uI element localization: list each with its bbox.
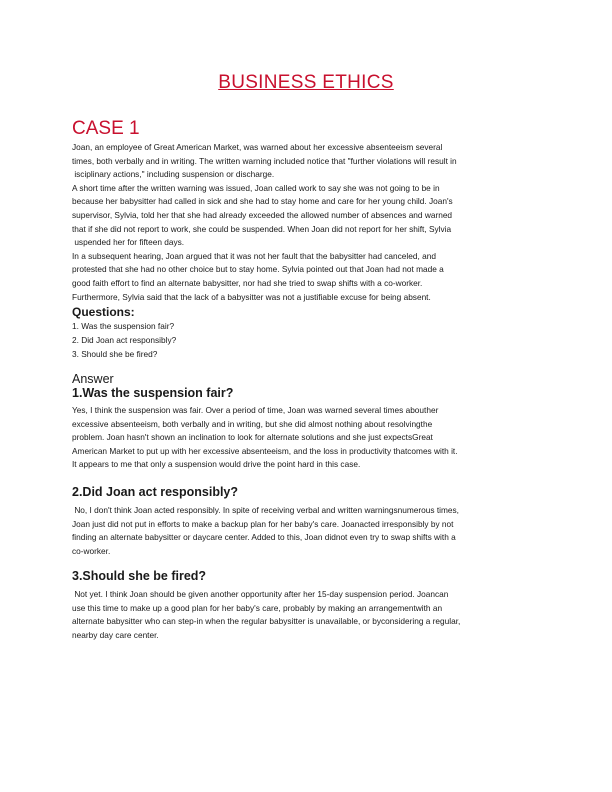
questions-heading: Questions: bbox=[72, 305, 135, 320]
answer-line: alternate babysitter who can step-in when the regular babysitter is unavailable, or byconsidering a regular, bbox=[72, 616, 461, 627]
answer-label: Answer bbox=[72, 372, 114, 386]
question-item: 2. Did Joan act responsibly? bbox=[72, 334, 177, 345]
case-line: protested that she had no other choice but to stay home. Sylvia pointed out that Joan had not made a bbox=[72, 264, 444, 275]
answer-section-2 bbox=[72, 485, 542, 558]
answer-line: Yes, I think the suspension was fair. Over a period of time, Joan was warned several times abouther bbox=[72, 405, 439, 415]
case-line: isciplinary actions," including suspension or discharge. bbox=[72, 169, 275, 180]
document-title: BUSINESS ETHICS bbox=[218, 72, 394, 93]
answer-heading: 3.Should she be fired? bbox=[72, 569, 207, 583]
answer-line: Not yet. I think Joan should be given another opportunity after her 15-day suspension period. Joancan bbox=[72, 589, 449, 599]
case-line: A short time after the written warning was issued, Joan called work to say she was not going to be in bbox=[72, 182, 440, 193]
case-line: Joan, an employee of Great American Market, was warned about her excessive absenteeism several bbox=[72, 142, 443, 152]
answer-line: Joan just did not put in efforts to make a backup plan for her baby's care. Joanacted irresponsibly by not bbox=[72, 518, 454, 529]
case-line: In a subsequent hearing, Joan argued that it was not her fault that the babysitter had canceled, and bbox=[72, 250, 436, 261]
answer-line: No, I don't think Joan acted responsibly. In spite of receiving verbal and written warningsnumerous times, bbox=[72, 505, 459, 515]
case-line: times, both verbally and in writing. The written warning included notice that "further violations will result in bbox=[72, 155, 457, 166]
answer-line: use this time to make up a good plan for her baby's care, probably by making an arrangementwith an bbox=[72, 602, 443, 613]
answer-line: excessive absenteeism, both verbally and in writing, but she did almost nothing about resolvingthe bbox=[72, 418, 433, 429]
answer-line: finding an alternate babysitter or daycare center. Added to this, Joan didnot even try to swap shifts with a bbox=[72, 532, 456, 543]
answer-line: problem. Joan hasn't shown an inclination to look for alternate solutions and she just expectsGreat bbox=[72, 432, 433, 443]
answer-line: American Market to put up with her excessive absenteeism, and the loss in productivity thatcomes with it. bbox=[72, 445, 458, 456]
question-item: 1. Was the suspension fair? bbox=[72, 321, 175, 332]
answer-section-1 bbox=[72, 372, 542, 472]
answer-line: co-worker. bbox=[72, 545, 111, 556]
answer-line: nearby day care center. bbox=[72, 629, 159, 640]
case-line: because her babysitter had called in sick and she had to stay home and care for her young child. Joan's bbox=[72, 196, 453, 207]
answer-heading: 1.Was the suspension fair? bbox=[72, 386, 234, 400]
case-line: good faith effort to find an alternate babysitter, nor had she tried to swap shifts with a co-worker. bbox=[72, 277, 423, 288]
case-line: Furthermore, Sylvia said that the lack of a babysitter was not a justifiable excuse for being absent. bbox=[72, 291, 431, 302]
answer-heading: 2.Did Joan act responsibly? bbox=[72, 485, 239, 499]
case-body bbox=[72, 141, 542, 362]
case-line: that if she did not report to work, she could be suspended. When Joan did not report for her shift, Sylvia bbox=[72, 223, 452, 234]
case-line: uspended her for fifteen days. bbox=[72, 237, 185, 248]
answer-line: It appears to me that only a suspension would drive the point hard in this case. bbox=[72, 459, 361, 470]
question-item: 3. Should she be fired? bbox=[72, 348, 158, 359]
case-line: supervisor, Sylvia, told her that she had already exceeded the allowed number of absences and warned bbox=[72, 209, 453, 220]
case-heading: CASE 1 bbox=[72, 118, 140, 139]
answer-section-3 bbox=[72, 569, 542, 642]
